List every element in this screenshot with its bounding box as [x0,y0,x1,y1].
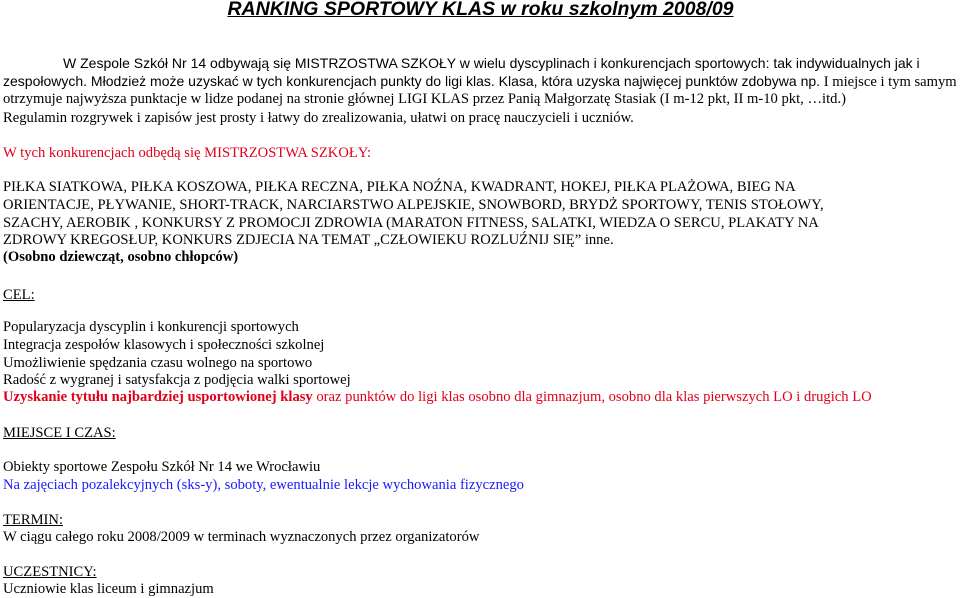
goal-award [3,388,872,406]
intro-line-4: Regulamin rozgrywek i zapisów jest prosty i łatwy do zrealizowania, ułatwi on pracę nauczycieli i uczniów. [3,110,634,126]
competitions-line: PIŁKA SIATKOWA, PIŁKA KOSZOWA, PIŁKA RECZNA, PIŁKA NOŹNA, KWADRANT, HOKEJ, PIŁKA PLAŻOWA, BIEG NA [3,179,796,195]
participants-text: Uczniowie klas liceum i gimnazjum [3,581,214,597]
place-time-heading: MIEJSCE I CZAS: [3,425,116,441]
competitions-line: SZACHY, AEROBIK , KONKURSY Z PROMOCJI ZDROWIA (MARATON FITNESS, SALATKI, WIEDZA O SERCU, PLAKATY NA [3,215,819,231]
goal-award-detail: oraz punktów do ligi klas osobno dla gimnazjum, osobno dla klas pierwszych LO i drugich LO [312,389,872,405]
goal-item: Integracja zespołów klasowych i społeczności szkolnej [3,337,325,353]
goal-award-title: Uzyskanie tytułu najbardziej usportowionej klasy [3,389,313,405]
intro-line-2: zespołowych. Młodzież może uzyskać w tych konkurencjach punkty do ligi klas. Klasa, która uzyska najwięcej punktów zdobywa np. I miejsce i tym samym [3,73,957,90]
competitions-line: ZDROWY KREGOSŁUP, KONKURS ZDJECIA NA TEMAT „CZŁOWIEKU ROZLUŹNIJ SIĘ” inne. [3,232,614,248]
place-sessions: Na zajęciach pozalekcyjnych (sks-y), soboty, ewentualnie lekcje wychowania fizycznego [3,477,524,493]
term-text: W ciągu całego roku 2008/2009 w terminach wyznaczonych przez organizatorów [3,529,480,545]
page-title: RANKING SPORTOWY KLAS w roku szkolnym 2008/09 [227,0,734,20]
goal-item: Umożliwienie spędzania czasu wolnego na sportowo [3,355,313,371]
competitions-line: ORIENTACJE, PŁYWANIE, SHORT-TRACK, NARCIARSTWO ALPEJSKIE, SNOWBORD, BRYDŻ SPORTOWY, TENIS STOŁOWY, [3,197,824,213]
intro-line-1: W Zespole Szkół Nr 14 odbywają się MISTRZOSTWA SZKOŁY w wielu dyscyplinach i konkurencjach sportowych: tak indywidualnych jak i [63,55,920,71]
place-venue: Obiekty sportowe Zespołu Szkół Nr 14 we Wrocławiu [3,459,321,475]
participants-heading: UCZESTNICY: [3,564,97,580]
intro-line-3: otrzymuje najwyższa punktacje w lidze podanej na stronie głównej LIGI KLAS przez Panią Małgorzatę Stasiak (I m-12 pkt, II m-10 pkt, …itd.) [3,91,846,107]
term-heading: TERMIN: [3,512,63,528]
goal-heading: CEL: [3,287,35,303]
competitions-note: (Osobno dziewcząt, osobno chłopców) [3,249,239,265]
competitions-heading: W tych konkurencjach odbędą się MISTRZOSTWA SZKOŁY: [3,145,372,161]
goal-item: Popularyzacja dyscyplin i konkurencji sportowych [3,319,299,335]
goal-item: Radość z wygranej i satysfakcja z podjęcia walki sportowej [3,372,351,388]
